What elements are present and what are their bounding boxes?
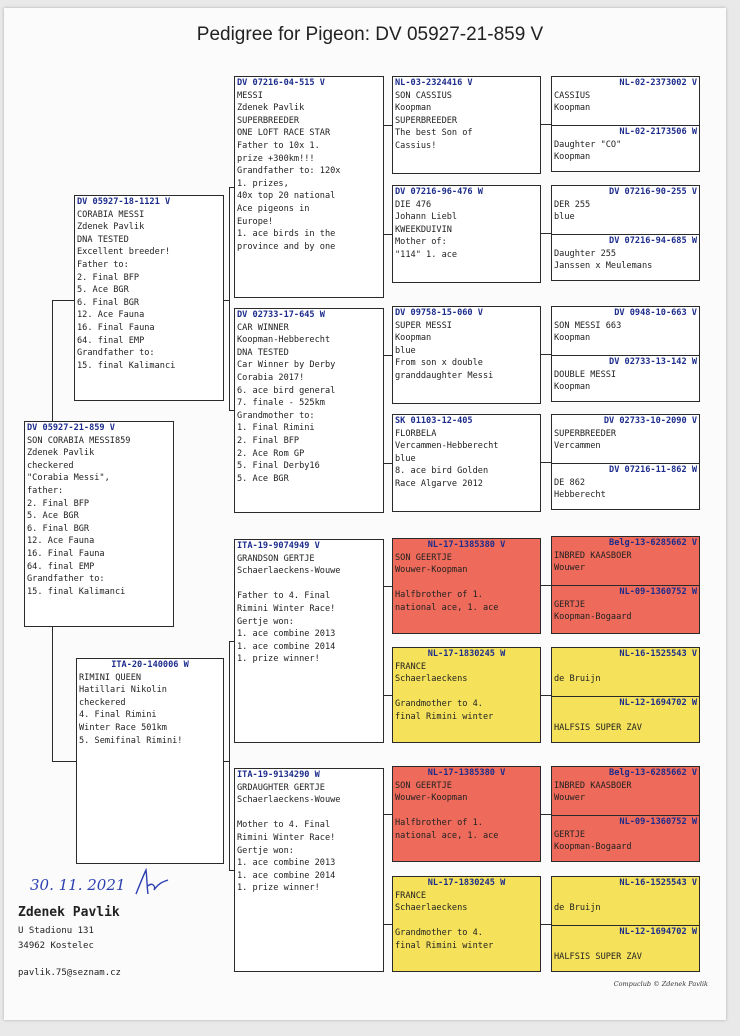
pedigree-line: Grandmother to: — [237, 410, 315, 421]
gen5-pair-5 — [551, 536, 700, 634]
pedigree-line: 1. ace combine 2013 — [237, 629, 336, 640]
gen5-sire — [552, 767, 699, 815]
connector-line — [541, 814, 551, 815]
spacer-line — [552, 939, 699, 952]
pedigree-line: Daughter 255 — [554, 248, 617, 259]
ring-number: NL-12-1694702 W — [619, 698, 697, 708]
pedigree-line: Vercammen — [554, 441, 601, 452]
owner-city: 34962 Kostelec — [18, 941, 94, 951]
pedigree-line: Koopman-Hebberecht — [237, 335, 331, 346]
ring-number: NL-17-1830245 W — [427, 649, 506, 659]
gen5-dam — [552, 586, 699, 624]
connector-line — [52, 761, 76, 762]
pedigree-line: Grandmother to 4. — [395, 928, 483, 939]
pedigree-line: SON CORABIA MESSI859 — [27, 435, 131, 446]
pedigree-line: Car Winner by Derby — [237, 360, 336, 371]
pedigree-line: de Bruijn — [554, 674, 601, 685]
ff-sire-box — [392, 76, 541, 174]
paternal-grandfather-box — [234, 76, 384, 298]
pedigree-line: Schaerlaeckens — [395, 674, 468, 685]
pedigree-line: 15. final Kalimanci — [27, 586, 126, 597]
pedigree-line: Johann Liebl — [395, 212, 458, 223]
pedigree-line: province and by one — [237, 241, 336, 252]
pedigree-line: Vercammen-Hebberecht — [395, 441, 499, 452]
pedigree-line: 12. Ace Fauna — [27, 536, 95, 547]
ring-number: ITA-20-140006 W — [111, 660, 189, 670]
gen5-pair-2 — [551, 185, 700, 281]
pedigree-line: final Rimini winter — [395, 940, 494, 951]
fm-dam-box — [392, 414, 541, 512]
owner-email: pavlik.75@seznam.cz — [18, 968, 121, 978]
gen5-sire — [552, 537, 699, 585]
pedigree-line: Grandmother to 4. — [395, 699, 483, 710]
pedigree-line: Zdenek Pavlik — [27, 448, 95, 459]
pedigree-line: 5. Ace BGR — [77, 285, 129, 296]
pedigree-line: GERTJE — [554, 599, 586, 610]
pedigree-line — [552, 890, 699, 903]
ring-number: DV 07216-90-255 V — [609, 187, 697, 197]
pedigree-line: FRANCE — [395, 661, 427, 672]
connector-line — [541, 462, 551, 463]
pedigree-line: father: — [27, 485, 64, 496]
pedigree-line: 6. Final BGR — [77, 297, 140, 308]
signature-date: 30. 11. 2021 — [30, 876, 126, 894]
connector-line — [384, 924, 392, 925]
mf-sire-box — [392, 538, 541, 634]
connector-line — [541, 233, 551, 234]
pedigree-line: Janssen x Meulemans — [554, 261, 653, 272]
gen5-dam — [552, 235, 699, 273]
pedigree-line: checkered — [79, 697, 126, 708]
ring-number: NL-09-1360752 W — [619, 817, 697, 827]
pedigree-line: checkered — [27, 460, 74, 471]
pedigree-line: Race Algarve 2012 — [395, 478, 483, 489]
gen5-sire — [552, 77, 699, 125]
ring-number: DV 07216-04-515 V — [237, 78, 325, 88]
pedigree-line: SUPERBREEDER — [237, 115, 300, 126]
ring-number: ITA-19-9134290 W — [237, 770, 320, 780]
connector-line — [384, 234, 392, 235]
pedigree-line: Zdenek Pavlik — [237, 103, 305, 114]
connector-line — [541, 354, 551, 355]
maternal-grandfather-box — [234, 539, 384, 743]
pedigree-line: national ace, 1. ace — [395, 602, 499, 613]
pedigree-line — [235, 578, 383, 591]
gen5-dam — [552, 464, 699, 502]
ring-number: DV 05927-18-1121 V — [77, 197, 171, 207]
pedigree-line: granddaughter Messi — [395, 370, 494, 381]
pedigree-line: Halfbrother of 1. — [395, 818, 483, 829]
pedigree-line: 1. prize winner! — [237, 654, 320, 665]
pedigree-line: Excellent breeder! — [77, 247, 171, 258]
connector-line — [541, 124, 551, 125]
pedigree-line: Koopman — [395, 103, 432, 114]
pedigree-line: The best Son of — [395, 128, 473, 139]
pedigree-line: SON CASSIUS — [395, 90, 452, 101]
ring-number: Belg-13-6285662 V — [609, 768, 697, 778]
ring-number: DV 09758-15-060 V — [395, 308, 483, 318]
ring-number: NL-16-1525543 V — [619, 878, 697, 888]
ff-dam-box — [392, 185, 541, 283]
pedigree-line: DOUBLE MESSI — [554, 369, 617, 380]
pedigree-line: FRANCE — [395, 890, 427, 901]
ring-number: NL-12-1694702 W — [619, 927, 697, 937]
gen5-pair-8 — [551, 876, 700, 972]
pedigree-line: 1. Final Rimini — [237, 423, 315, 434]
pedigree-line: Koopman-Bogaard — [554, 612, 632, 623]
pedigree-line: CAR WINNER — [237, 322, 289, 333]
gen5-pair-4 — [551, 414, 700, 510]
pedigree-line: CASSIUS — [554, 90, 591, 101]
pedigree-line: Koopman — [554, 152, 591, 163]
ring-number: NL-17-1385380 V — [427, 540, 506, 550]
pedigree-line: Corabia 2017! — [237, 372, 305, 383]
pedigree-line: RIMINI QUEEN — [79, 672, 142, 683]
pedigree-line: From son x double — [395, 358, 483, 369]
pedigree-line: 6. ace bird general — [237, 385, 336, 396]
pedigree-line: Grandfather to: 120x — [237, 166, 341, 177]
pedigree-line: Rimini Winter Race! — [237, 832, 336, 843]
ring-number: NL-16-1525543 V — [619, 649, 697, 659]
pedigree-line: 6. Final BGR — [27, 523, 90, 534]
pedigree-line: prize +300km!!! — [237, 153, 315, 164]
pedigree-line: 1. prizes, — [237, 178, 289, 189]
pedigree-line: 5. Ace BGR — [27, 511, 79, 522]
gen5-sire — [552, 415, 699, 463]
mf-dam-box — [392, 647, 541, 743]
gen5-sire — [552, 877, 699, 925]
pedigree-line: SUPERBREEDER — [554, 428, 617, 439]
pedigree-line: Koopman-Bogaard — [554, 842, 632, 853]
connector-line — [384, 355, 392, 356]
pedigree-line: blue — [395, 345, 416, 356]
pedigree-line: Gertje won: — [237, 845, 294, 856]
pedigree-line: Father to 10x 1. — [237, 140, 320, 151]
pedigree-line: Rimini Winter Race! — [237, 603, 336, 614]
pedigree-line: Mother to 4. Final — [237, 820, 331, 831]
pedigree-line — [235, 807, 383, 820]
pedigree-line: MESSI — [237, 90, 263, 101]
pedigree-line: 2. Final BFP — [77, 272, 140, 283]
gen5-sire — [552, 307, 699, 355]
pedigree-line: Zdenek Pavlik — [77, 222, 145, 233]
pedigree-line: GERTJE — [554, 829, 586, 840]
pedigree-line: Mother of: — [395, 237, 447, 248]
pedigree-line: 15. final Kalimanci — [77, 360, 176, 371]
pedigree-line: Father to 4. Final — [237, 591, 331, 602]
pedigree-line: Grandfather to: — [77, 348, 155, 359]
pedigree-line: GRANDSON GERTJE — [237, 553, 315, 564]
pedigree-line: Wouwer-Koopman — [395, 793, 468, 804]
owner-street: U Stadionu 131 — [18, 926, 94, 936]
pedigree-line: 5. Ace BGR — [237, 473, 289, 484]
spacer-line — [552, 710, 699, 723]
connector-line — [229, 641, 234, 642]
gen5-dam — [552, 816, 699, 854]
father-box — [74, 195, 224, 401]
mm-dam-box — [392, 876, 541, 972]
pedigree-line: 1. ace birds in the — [237, 229, 336, 240]
connector-line — [229, 641, 230, 870]
pedigree-line: Wouwer — [554, 793, 586, 804]
pedigree-line: de Bruijn — [554, 903, 601, 914]
pedigree-line: 16. Final Fauna — [27, 548, 105, 559]
pedigree-line: DNA TESTED — [237, 347, 289, 358]
ring-number: NL-03-2324416 V — [395, 78, 473, 88]
pedigree-line: 2. Final BFP — [237, 435, 300, 446]
pedigree-line — [393, 915, 540, 928]
pedigree-line: 64. final EMP — [27, 561, 95, 572]
gen5-pair-7 — [551, 766, 700, 862]
pedigree-line: HALFSIS SUPER ZAV — [554, 723, 642, 734]
pedigree-line: "114" 1. ace — [395, 249, 458, 260]
gen5-pair-6 — [551, 647, 700, 743]
pedigree-line: 64. final EMP — [77, 335, 145, 346]
pedigree-line: SON GEERTJE — [395, 780, 452, 791]
pedigree-line: HALFSIS SUPER ZAV — [554, 952, 642, 963]
connector-line — [384, 125, 392, 126]
pedigree-line: Ace pigeons in — [237, 203, 310, 214]
pedigree-line: blue — [395, 453, 416, 464]
ring-number: SK 01103-12-405 — [395, 416, 473, 426]
mm-sire-box — [392, 766, 541, 862]
connector-line — [229, 870, 234, 871]
pedigree-line: SUPERBREEDER — [395, 115, 458, 126]
connector-line — [224, 300, 229, 301]
connector-line — [384, 814, 392, 815]
gen5-dam — [552, 926, 699, 964]
gen5-sire — [552, 186, 699, 234]
pedigree-line: Cassius! — [395, 140, 437, 151]
pedigree-line: Koopman — [554, 333, 591, 344]
connector-line — [229, 410, 234, 411]
pedigree-line: Daughter "CO" — [554, 139, 622, 150]
ring-number: DV 07216-96-476 W — [395, 187, 483, 197]
connector-line — [229, 187, 234, 188]
pedigree-line: Schaerlaeckens-Wouwe — [237, 795, 341, 806]
connector-line — [52, 627, 53, 761]
gen5-dam — [552, 126, 699, 164]
pedigree-line: 4. Final Rimini — [79, 710, 157, 721]
pedigree-line — [552, 661, 699, 674]
pedigree-line — [393, 577, 540, 590]
paternal-grandmother-box — [234, 308, 384, 513]
ring-number: DV 07216-94-685 W — [609, 236, 697, 246]
pedigree-line: 12. Ace Fauna — [77, 310, 145, 321]
connector-line — [52, 300, 53, 421]
pedigree-line: 2. Ace Rom GP — [237, 448, 305, 459]
gen5-sire — [552, 648, 699, 696]
pedigree-line: Schaerlaeckens-Wouwe — [237, 566, 341, 577]
connector-line — [224, 761, 229, 762]
pedigree-line: Wouwer — [554, 563, 586, 574]
ring-number: NL-09-1360752 W — [619, 587, 697, 597]
ring-number: DV 02733-17-645 W — [237, 310, 325, 320]
connector-line — [541, 924, 551, 925]
pedigree-line: INBRED KAASBOER — [554, 780, 632, 791]
pedigree-line: Koopman — [395, 333, 432, 344]
gen5-dam — [552, 356, 699, 394]
maternal-grandmother-box — [234, 768, 384, 972]
pedigree-line: "Corabia Messi", — [27, 473, 110, 484]
ring-number: ITA-19-9074949 V — [237, 541, 320, 551]
pedigree-line: 2. Final BFP — [27, 498, 90, 509]
footer-credit: Compuclub © Zdenek Pavlik — [613, 980, 708, 988]
owner-name: Zdenek Pavlik — [18, 905, 120, 920]
pedigree-line: Schaerlaeckens — [395, 903, 468, 914]
pedigree-line: Hebberecht — [554, 490, 606, 501]
pedigree-line: national ace, 1. ace — [395, 830, 499, 841]
pedigree-line: 5. Semifinal Rimini! — [79, 735, 183, 746]
ring-number: DV 05927-21-859 V — [27, 423, 115, 433]
ring-number: DV 02733-13-142 W — [609, 357, 697, 367]
pedigree-line: Grandfather to: — [27, 574, 105, 585]
ring-number: DV 0948-10-663 V — [614, 308, 697, 318]
ring-number: NL-17-1385380 V — [427, 768, 506, 778]
ring-number: Belg-13-6285662 V — [609, 538, 697, 548]
gen5-pair-3 — [551, 306, 700, 402]
mother-box — [76, 658, 224, 864]
pedigree-line: DER 255 — [554, 199, 591, 210]
ring-number: NL-02-2373002 V — [619, 78, 697, 88]
pedigree-line: 7. finale - 525km — [237, 398, 325, 409]
pedigree-line: blue — [554, 212, 575, 223]
pedigree-line: SON MESSI 663 — [554, 320, 622, 331]
connector-line — [541, 695, 551, 696]
signature-mark — [132, 868, 172, 898]
connector-line — [384, 695, 392, 696]
pedigree-line — [393, 805, 540, 818]
pedigree-line: DE 862 — [554, 477, 586, 488]
gen5-pair-1 — [551, 76, 700, 172]
pedigree-line: Wouwer-Koopman — [395, 565, 468, 576]
pedigree-line: Hatillari Nikolin — [79, 685, 167, 696]
pedigree-line: 5. Final Derby16 — [237, 461, 320, 472]
pedigree-line: Koopman — [554, 103, 591, 114]
pedigree-line: GRDAUGHTER GERTJE — [237, 782, 325, 793]
pedigree-line: 1. prize winner! — [237, 883, 320, 894]
connector-line — [52, 300, 74, 301]
pedigree-line: final Rimini winter — [395, 711, 494, 722]
pedigree-line: 1. ace combine 2014 — [237, 870, 336, 881]
page-title: Pedigree for Pigeon: DV 05927-21-859 V — [196, 24, 544, 45]
ring-number: DV 02733-10-2090 V — [603, 416, 697, 426]
pedigree-line: DIE 476 — [395, 199, 432, 210]
connector-line — [541, 585, 551, 586]
gen5-dam — [552, 697, 699, 735]
ring-number: NL-17-1830245 W — [427, 878, 506, 888]
connector-line — [384, 463, 392, 464]
pedigree-line: Winter Race 501km — [79, 722, 167, 733]
subject-box — [24, 421, 174, 627]
pedigree-line: INBRED KAASBOER — [554, 550, 632, 561]
pedigree-line: Koopman — [554, 382, 591, 393]
connector-line — [384, 586, 392, 587]
ring-number: NL-02-2173506 W — [619, 127, 697, 137]
pedigree-line: 1. ace combine 2013 — [237, 858, 336, 869]
pedigree-line: KWEEKDUIVIN — [395, 224, 452, 235]
pedigree-line: Europe! — [237, 216, 274, 227]
pedigree-line: 8. ace bird Golden — [395, 466, 489, 477]
pedigree-line: FLORBELA — [395, 428, 437, 439]
pedigree-line: CORABIA MESSI — [77, 209, 145, 220]
pedigree-line: SON GEERTJE — [395, 552, 452, 563]
pedigree-line: 1. ace combine 2014 — [237, 641, 336, 652]
pedigree-line: Father to: — [77, 259, 129, 270]
pedigree-line: ONE LOFT RACE STAR — [237, 128, 331, 139]
pedigree-line: SUPER MESSI — [395, 320, 452, 331]
pedigree-line: 40x top 20 national — [237, 191, 336, 202]
pedigree-line: DNA TESTED — [77, 234, 129, 245]
connector-line — [229, 187, 230, 411]
ring-number: DV 07216-11-862 W — [609, 465, 697, 475]
fm-sire-box — [392, 306, 541, 404]
pedigree-line: Halfbrother of 1. — [395, 590, 483, 601]
pedigree-line: 16. Final Fauna — [77, 322, 155, 333]
pedigree-line — [393, 686, 540, 699]
pedigree-line: Gertje won: — [237, 616, 294, 627]
